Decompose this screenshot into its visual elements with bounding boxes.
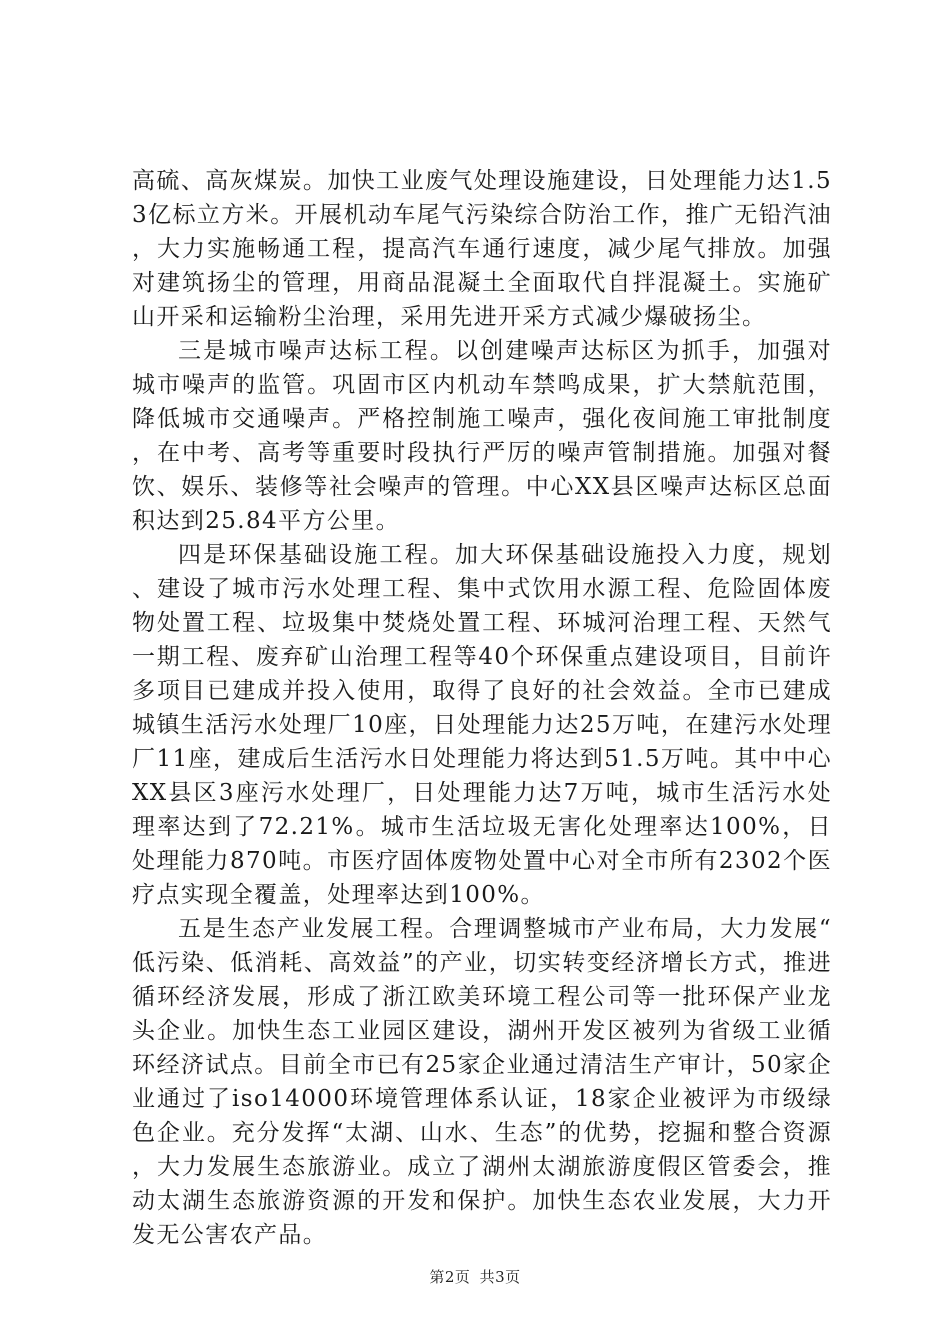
document-body — [132, 164, 832, 1252]
paragraph-infrastructure-project: 四是环保基础设施工程。加大环保基础设施投入力度，规划、建设了城市污水处理工程、集中式饮用水源工程、危险固体废物处置工程、垃圾集中焚烧处置工程、环城河治理工程、天然气一期工程、废弃矿山治理工程等40个环保重点建设项目，目前许多项目已建成并投入使用，取得了良好的社会效益。全市已建成城镇生活污水处理厂10座，日处理能力达25万吨，在建污水处理厂11座，建成后生活污水日处理能力将达到51.5万吨。其中中心XX县区3座污水处理厂，日处理能力达7万吨，城市生活污水处理率达到了72.21%。城市生活垃圾无害化处理率达100%，日处理能力870吨。市医疗固体废物处置中心对全市所有2302个医疗点实现全覆盖，处理率达到100%。 — [132, 542, 832, 908]
page-total: 共3页 — [479, 1268, 521, 1286]
paragraph-eco-industry-project: 五是生态产业发展工程。合理调整城市产业布局，大力发展“低污染、低消耗、高效益”的产业，切实转变经济增长方式，推进循环经济发展，形成了浙江欧美环境工程公司等一批环保产业龙头企业。加快生态工业园区建设，湖州开发区被列为省级工业循环经济试点。目前全市已有25家企业通过清洁生产审计，50家企业通过了iso14000环境管理体系认证，18家企业被评为市级绿色企业。充分发挥“太湖、山水、生态”的优势，挖掘和整合资源，大力发展生态旅游业。成立了湖州太湖旅游度假区管委会，推动太湖生态旅游资源的开发和保护。加快生态农业发展，大力开发无公害农产品。 — [132, 916, 832, 1248]
paragraph-continuation: 高硫、高灰煤炭。加快工业废气处理设施建设，日处理能力达1.53亿标立方米。开展机动车尾气污染综合防治工作，推广无铅汽油，大力实施畅通工程，提高汽车通行速度，减少尾气排放。加强对建筑扬尘的管理，用商品混凝土全面取代自拌混凝土。实施矿山开采和运输粉尘治理，采用先进开采方式减少爆破扬尘。 — [132, 168, 832, 330]
page-number: 第2页 — [429, 1268, 471, 1286]
paragraph-noise-project: 三是城市噪声达标工程。以创建噪声达标区为抓手，加强对城市噪声的监管。巩固市区内机动车禁鸣成果，扩大禁航范围，降低城市交通噪声。严格控制施工噪声，强化夜间施工审批制度，在中考、高考等重要时段执行严厉的噪声管制措施。加强对餐饮、娱乐、装修等社会噪声的管理。中心XX县区噪声达标区总面积达到25.84平方公里。 — [132, 338, 832, 534]
page-footer — [0, 1266, 950, 1287]
